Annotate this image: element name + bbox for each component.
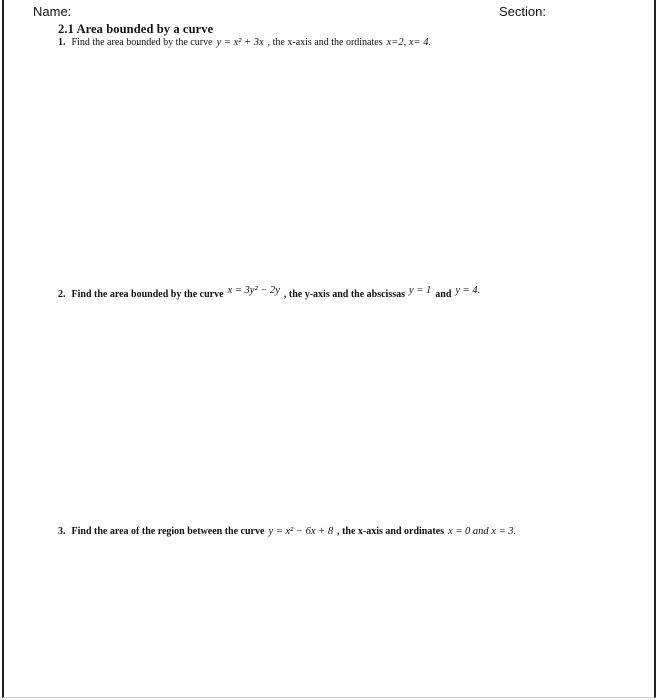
- problem-number: 3.: [58, 526, 66, 537]
- problem-bound: y = 4.: [455, 285, 481, 296]
- problem-equation: y = x² − 6x + 8: [268, 526, 334, 537]
- problem-number: 2.: [58, 289, 66, 300]
- problem-text: , the x-axis and ordinates: [337, 526, 445, 537]
- problem-equation: x = 3y² − 2y: [227, 285, 280, 296]
- worksheet-heading: 2.1 Area bounded by a curve: [58, 22, 214, 36]
- problem-text: Find the area bounded by the curve: [71, 37, 213, 48]
- problem-3: [58, 526, 520, 537]
- problem-text: , the y-axis and the abscissas: [283, 289, 406, 300]
- problem-text: and: [435, 289, 452, 300]
- section-label: Section:: [499, 4, 546, 19]
- problem-2: [58, 285, 484, 300]
- page-frame: [2, 0, 656, 698]
- problem-text: , the x-axis and the ordinates: [267, 37, 383, 48]
- problem-number: 1.: [58, 37, 66, 48]
- problem-bound: y = 1: [409, 285, 432, 296]
- problem-bounds: x = 0 and x = 3.: [448, 526, 517, 537]
- name-label: Name:: [33, 4, 72, 19]
- problem-1: [58, 37, 435, 48]
- problem-equation: y = x² + 3x: [216, 37, 264, 48]
- problem-text: Find the area of the region between the curve: [71, 526, 265, 537]
- problem-bounds: x=2, x= 4.: [386, 37, 432, 48]
- problem-text: Find the area bounded by the curve: [71, 289, 224, 300]
